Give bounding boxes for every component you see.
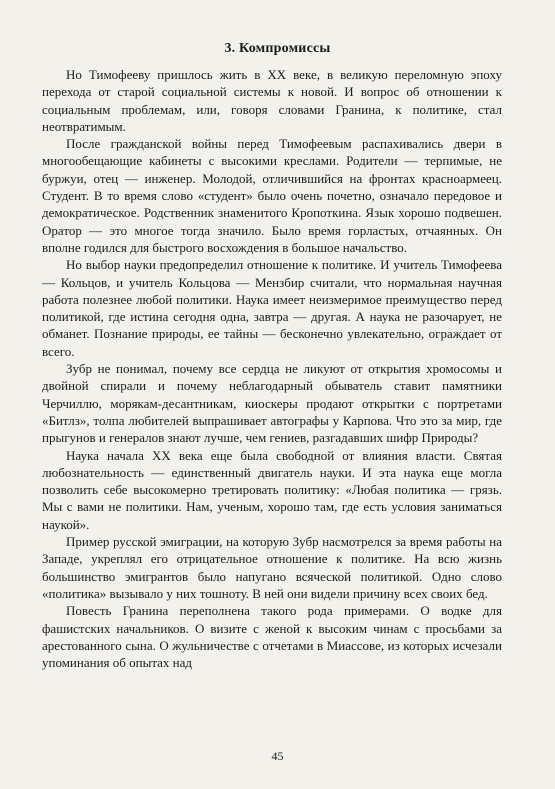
- paragraph: Но выбор науки предопределил отношение к политике. И учитель Тимофеева — Кольцов, и учитель Кольцова — Мензбир считали, что нормальная научная работа полезнее любой политики. Наука имеет неизмеримое преимущество перед политикой, где истина сегодня одна, завтра — другая. А наука не разочарует, не обманет. Познание природы, ее тайны — бесконечно увлекательно, ограждает от всего.: [42, 257, 502, 359]
- paragraph: Наука начала XX века еще была свободной от влияния власти. Святая любознательность — единственный двигатель науки. И эта наука еще могла позволить себе высокомерно третировать политику: «Любая политика — грязь. Мы с вами не политики. Нам, ученым, хорошо там, где есть условия заниматься наукой».: [42, 447, 502, 532]
- body-text: [42, 66, 502, 671]
- chapter-heading: 3. Компромиссы: [224, 41, 331, 56]
- paragraph: Но Тимофееву пришлось жить в XX веке, в великую переломную эпоху перехода от старой социальной системы к новой. И вопрос об отношении к социальным проблемам, или, говоря словами Гранина, к политике, стал неотвратимым.: [42, 67, 502, 134]
- paragraph: Зубр не понимал, почему все сердца не ликуют от открытия хромосомы и двойной спирали и почему неблагодарный обыватель ставит памятники Черчиллю, морякам-десантникам, киоскеры продают открытки с портретами «Битлз», толпа любителей выпрашивает автографы у Карпова. Что это за мир, где прыгунов и генералов знают лучше, чем гениев, разгадавших шифр Природы?: [42, 361, 502, 446]
- page-number: 45: [271, 749, 284, 763]
- paragraph: Пример русской эмиграции, на которую Зубр насмотрелся за время работы на Западе, укреплял его отрицательное отношение к политике. На всю жизнь большинство эмигрантов было напугано всяческой политикой. Одно слово «политика» вызывало у них тошноту. В ней они видели причину всех своих бед.: [42, 534, 502, 601]
- paragraph: После гражданской войны перед Тимофеевым распахивались двери в многообещающие кабинеты с высокими креслами. Родители — терпимые, не буржуи, отец — инженер. Молодой, отличившийся на фронтах красноармеец. Студент. В то время слово «студент» было очень почетно, означало передовое и демократическое. Родственник знаменитого Кропоткина. Язык хорошо подвешен. Оратор — это многое тогда значило. Было время горластых, отчаянных. Он вполне годился для быстрого восхождения в большое начальство.: [42, 136, 502, 255]
- paragraph: Повесть Гранина переполнена такого рода примерами. О водке для фашистских начальников. О визите с женой к высоким чинам с просьбами за арестованного сына. О жульничестве с отчетами в Миассове, из которых исчезали упоминания об опытах над: [42, 603, 502, 671]
